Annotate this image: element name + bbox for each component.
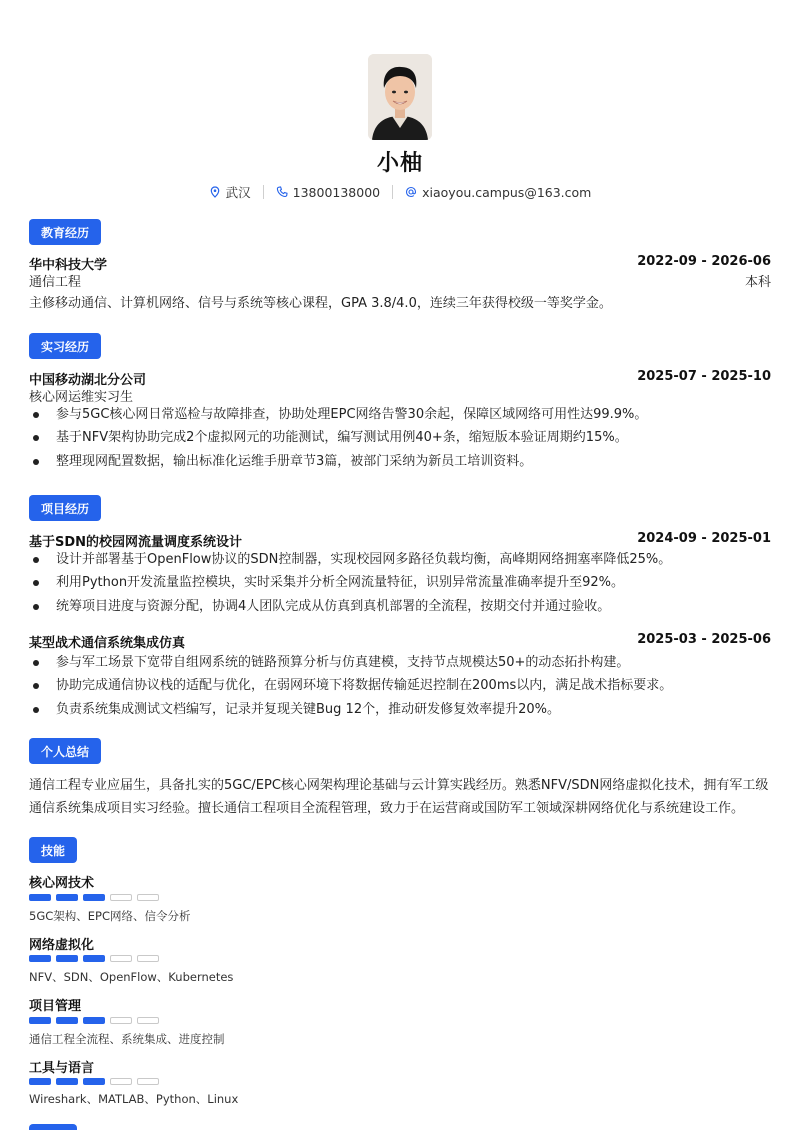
candidate-name: 小柚 <box>376 151 423 176</box>
internship-dates: 2025-07 - 2025-10 <box>637 369 771 384</box>
skill-bar-filled <box>83 955 105 962</box>
skill-description: NFV、SDN、OpenFlow、Kubernetes <box>29 970 234 984</box>
skill-bar-empty <box>137 1078 159 1085</box>
skill-bar-empty <box>110 1017 132 1024</box>
divider <box>263 185 264 199</box>
list-item: 协助完成通信协议栈的适配与优化，在弱网环境下将数据传输延迟控制在200ms以内，满足战术指标要求。 <box>29 676 771 699</box>
project-dates: 2024-09 - 2025-01 <box>637 531 771 546</box>
skill-name: 项目管理 <box>29 999 82 1014</box>
skill-name: 核心网技术 <box>29 876 95 891</box>
project-header <box>29 531 771 550</box>
internship-bullets <box>29 405 771 475</box>
section-tag-skills: 技能 <box>29 837 77 863</box>
list-item: 整理现网配置数据，输出标准化运维手册章节3篇，被部门采纳为新员工培训资料。 <box>29 452 771 475</box>
project-bullets <box>29 550 771 620</box>
list-item: 参与军工场景下宽带自组网系统的链路预算分析与仿真建模，支持节点规模达50+的动态拓扑构建。 <box>29 653 771 676</box>
summary-line: 通信工程专业应届生，具备扎实的5GC/EPC核心网架构理论基础与云计算实践经历。熟悉NFV/SDN网络虚拟化技术，拥有军工级 <box>29 778 769 793</box>
section-tag-summary: 个人总结 <box>29 738 101 764</box>
skill-description: 5GC架构、EPC网络、信令分析 <box>29 909 191 923</box>
email-at-icon <box>405 186 417 198</box>
project-bullets <box>29 653 771 723</box>
project-title: 某型战术通信系统集成仿真 <box>29 636 186 651</box>
skill-description: 通信工程全流程、系统集成、进度控制 <box>29 1032 225 1046</box>
skill-name: 工具与语言 <box>29 1061 95 1076</box>
skill-bar-empty <box>110 955 132 962</box>
project-header <box>29 632 771 651</box>
contact-phone <box>276 185 380 200</box>
skill-bar-filled <box>29 1017 51 1024</box>
location-text: 武汉 <box>225 185 251 200</box>
phone-text: 13800138000 <box>292 184 381 200</box>
skill-level <box>29 894 159 901</box>
education-dates: 2022-09 - 2026-06 <box>637 254 771 269</box>
avatar <box>368 54 432 140</box>
divider <box>392 185 393 199</box>
section-tag-internship: 实习经历 <box>29 333 101 359</box>
contact-location <box>209 183 251 201</box>
skill-description: Wireshark、MATLAB、Python、Linux <box>29 1092 239 1106</box>
list-item: 基于NFV架构协助完成2个虚拟网元的功能测试，编写测试用例40+条，缩短版本验证周期约15%。 <box>29 428 771 451</box>
section-tag-education: 教育经历 <box>29 219 101 245</box>
skill-bar-filled <box>29 894 51 901</box>
list-item: 设计并部署基于OpenFlow协议的SDN控制器，实现校园网多路径负载均衡，高峰期网络拥塞率降低25%。 <box>29 550 771 573</box>
list-item: 利用Python开发流量监控模块，实时采集并分析全网流量特征，识别异常流量准确率提升至92%。 <box>29 573 771 596</box>
major: 通信工程 <box>29 275 82 290</box>
list-item: 参与5GC核心网日常巡检与故障排查，协助处理EPC网络告警30余起，保障区域网络可用性达99.9%。 <box>29 405 771 428</box>
skill-bar-empty <box>137 894 159 901</box>
education-description: 主修移动通信、计算机网络、信号与系统等核心课程，GPA 3.8/4.0，连续三年获得校级一等奖学金。 <box>29 296 612 311</box>
phone-icon <box>276 186 288 198</box>
section-tag-next <box>29 1124 77 1130</box>
skill-name: 网络虚拟化 <box>29 938 95 953</box>
contact-row <box>0 183 800 201</box>
internship-role: 核心网运维实习生 <box>29 390 134 405</box>
skill-bar-empty <box>110 1078 132 1085</box>
skill-bar-empty <box>137 955 159 962</box>
school-name: 华中科技大学 <box>29 258 108 273</box>
skill-bar-filled <box>29 1078 51 1085</box>
skill-bar-filled <box>56 1078 78 1085</box>
skill-bar-filled <box>83 1017 105 1024</box>
location-pin-icon <box>209 186 221 198</box>
skill-bar-filled <box>56 894 78 901</box>
list-item: 统筹项目进度与资源分配，协调4人团队完成从仿真到真机部署的全流程，按期交付并通过验收。 <box>29 597 771 620</box>
skill-bar-filled <box>29 955 51 962</box>
degree: 本科 <box>744 275 771 290</box>
summary-line: 通信系统集成项目实习经验。擅长通信工程项目全流程管理，致力于在运营商或国防军工领域深耕网络优化与系统建设工作。 <box>29 801 745 816</box>
skill-level <box>29 955 159 962</box>
internship-role-row <box>29 386 771 405</box>
project-dates: 2025-03 - 2025-06 <box>637 632 771 647</box>
skill-bar-filled <box>83 894 105 901</box>
skill-level <box>29 1017 159 1024</box>
avatar-photo <box>368 54 432 140</box>
skill-bar-filled <box>56 1017 78 1024</box>
company-name: 中国移动湖北分公司 <box>29 373 147 388</box>
skill-bar-empty <box>137 1017 159 1024</box>
skill-bar-empty <box>110 894 132 901</box>
section-tag-projects: 项目经历 <box>29 495 101 521</box>
email-text: xiaoyou.campus@163.com <box>422 184 592 200</box>
list-item: 负责系统集成测试文档编写，记录并复现关键Bug 12个，推动研发修复效率提升20%。 <box>29 700 771 723</box>
education-subheader <box>29 271 771 290</box>
project-title: 基于SDN的校园网流量调度系统设计 <box>29 535 243 550</box>
contact-email <box>405 185 591 200</box>
skill-bar-filled <box>83 1078 105 1085</box>
skill-level <box>29 1078 159 1085</box>
skill-bar-filled <box>56 955 78 962</box>
